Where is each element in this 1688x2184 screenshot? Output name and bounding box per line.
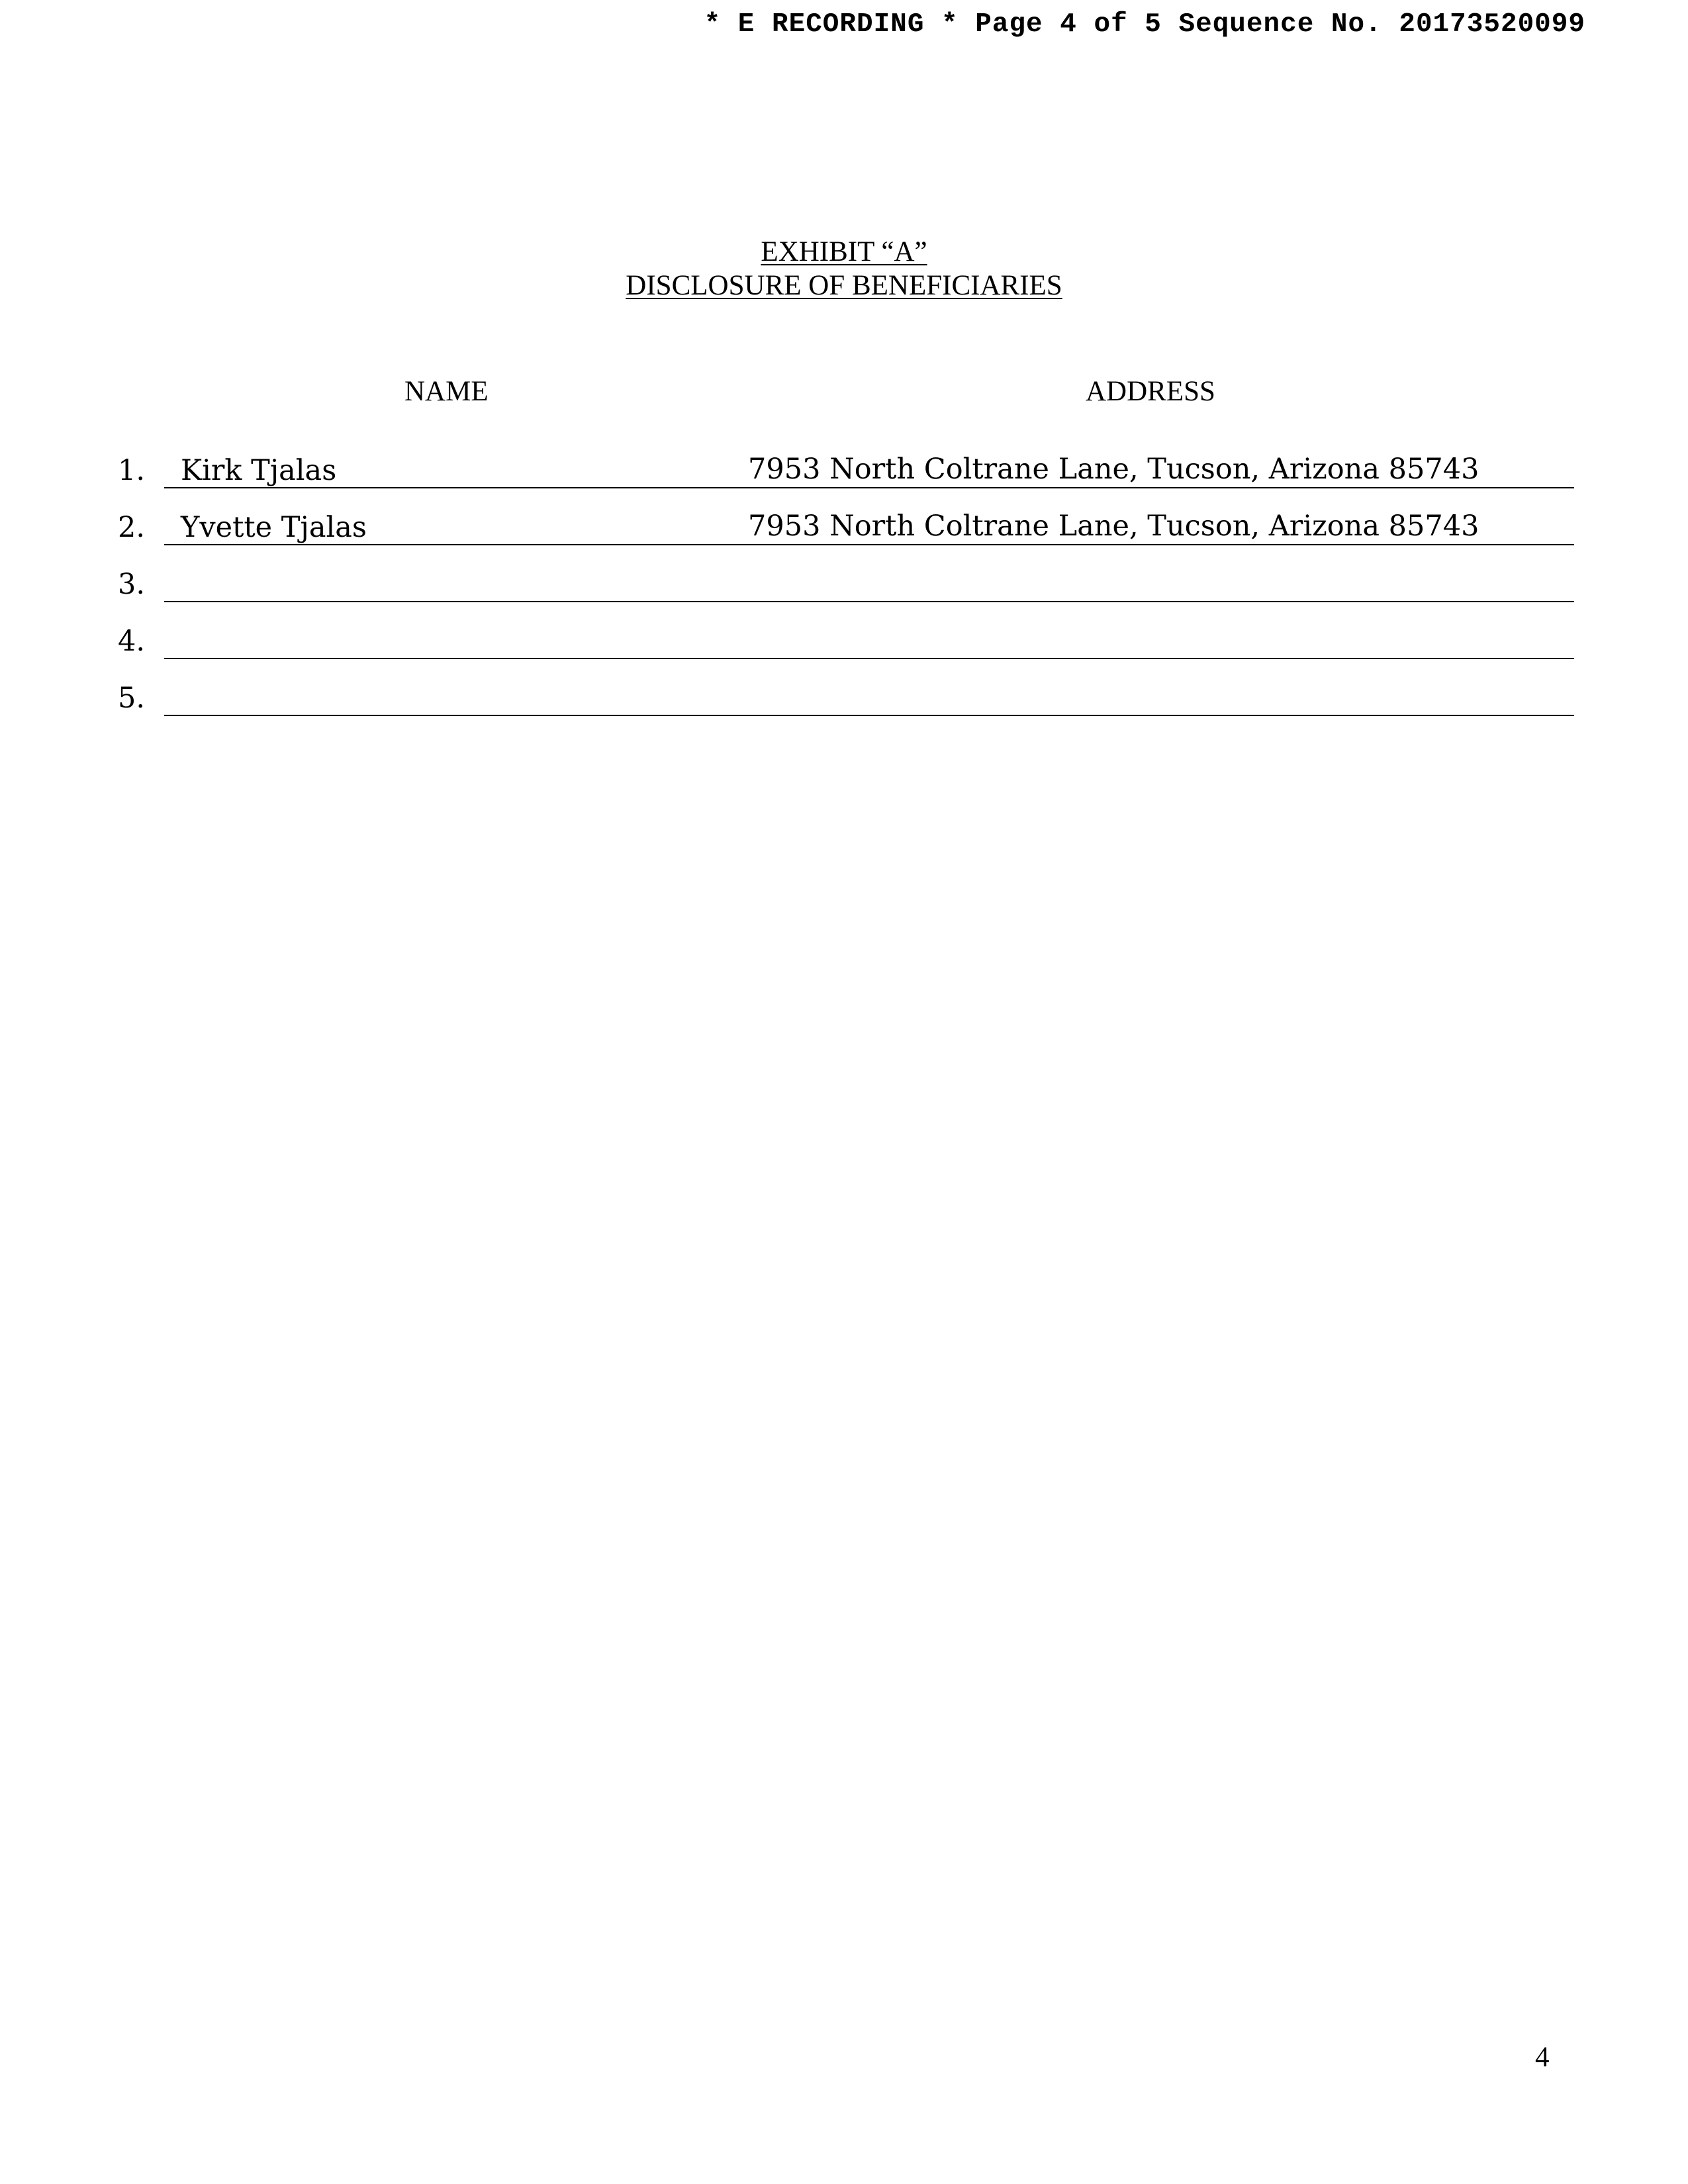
row-number: 1.: [118, 454, 146, 487]
address-column-header: ADDRESS: [1086, 376, 1215, 407]
beneficiary-name: Kirk Tjalas: [181, 454, 337, 487]
name-column-header: NAME: [404, 376, 489, 407]
beneficiary-row: [118, 494, 1574, 551]
beneficiary-address: 7953 North Coltrane Lane, Tucson, Arizona 85743: [748, 453, 1479, 486]
row-underline: [164, 658, 1574, 659]
beneficiary-row: [118, 664, 1574, 721]
beneficiary-name: Yvette Tjalas: [181, 511, 367, 544]
beneficiary-address: 7953 North Coltrane Lane, Tucson, Arizona 85743: [748, 510, 1479, 543]
disclosure-heading: DISCLOSURE OF BENEFICIARIES: [626, 270, 1062, 301]
row-underline: [164, 601, 1574, 602]
recording-stamp: * E RECORDING * Page 4 of 5 Sequence No. 20173520099: [704, 9, 1585, 40]
beneficiary-row: [118, 437, 1574, 494]
page-number: 4: [1535, 2042, 1550, 2073]
beneficiary-row: [118, 608, 1574, 664]
row-number: 5.: [118, 682, 146, 715]
exhibit-heading: EXHIBIT “A”: [761, 236, 927, 267]
row-underline: [164, 544, 1574, 545]
row-underline: [164, 715, 1574, 716]
row-number: 2.: [118, 511, 146, 544]
beneficiary-list: [118, 437, 1574, 721]
exhibit-title: [0, 235, 1688, 302]
beneficiary-row: [118, 551, 1574, 608]
row-underline: [164, 487, 1574, 488]
row-number: 4.: [118, 625, 146, 658]
row-number: 3.: [118, 568, 146, 601]
